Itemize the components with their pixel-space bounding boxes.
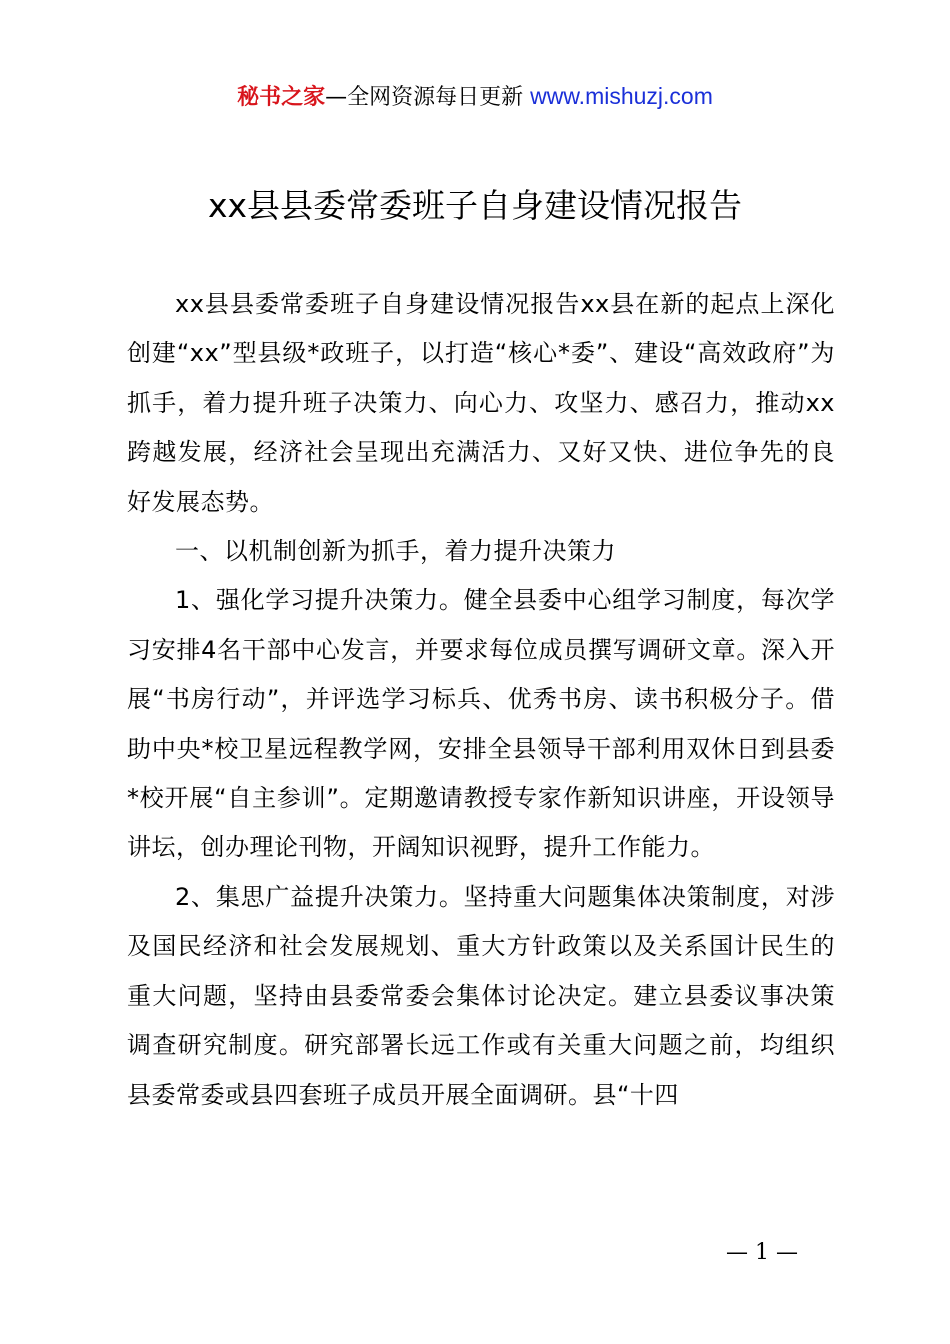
site-banner	[0, 80, 950, 114]
body-paragraph: 1、强化学习提升决策力。健全县委中心组学习制度，每次学习安排4名干部中心发言，并要求每位成员撰写调研文章。深入开展“书房行动”，并评选学习标兵、优秀书房、读书积极分子。借助中央*校卫星远程教学网，安排全县领导干部利用双休日到县委*校开展“自主参训”。定期邀请教授专家作新知识讲座，开设领导讲坛，创办理论刊物，开阔知识视野，提升工作能力。	[127, 586, 835, 862]
page-number: — 1 —	[726, 1240, 798, 1265]
banner-tagline: —全网资源每日更新	[325, 85, 524, 110]
section-heading: 一、以机制创新为抓手，着力提升决策力	[175, 537, 616, 566]
site-url-link[interactable]: www.mishuzj.com	[530, 83, 713, 109]
intro-paragraph: xx县县委常委班子自身建设情况报告xx县在新的起点上深化创建“xx”型县级*政班子，以打造“核心*委”、建设“高效政府”为抓手，着力提升班子决策力、向心力、攻坚力、感召力，推动xx跨越发展，经济社会呈现出充满活力、又好又快、进位争先的良好发展态势。	[127, 290, 835, 516]
document-title: xx县县委常委班子自身建设情况报告	[207, 186, 743, 225]
document-body	[127, 280, 835, 1120]
body-paragraph: 2、集思广益提升决策力。坚持重大问题集体决策制度，对涉及国民经济和社会发展规划、重大方针政策以及关系国计民生的重大问题，坚持由县委常委会集体讨论决定。建立县委议事决策调查研究制度。研究部署长远工作或有关重大问题之前，均组织县委常委或县四套班子成员开展全面调研。县“十四	[127, 882, 835, 1109]
brand-name: 秘书之家	[237, 85, 326, 110]
